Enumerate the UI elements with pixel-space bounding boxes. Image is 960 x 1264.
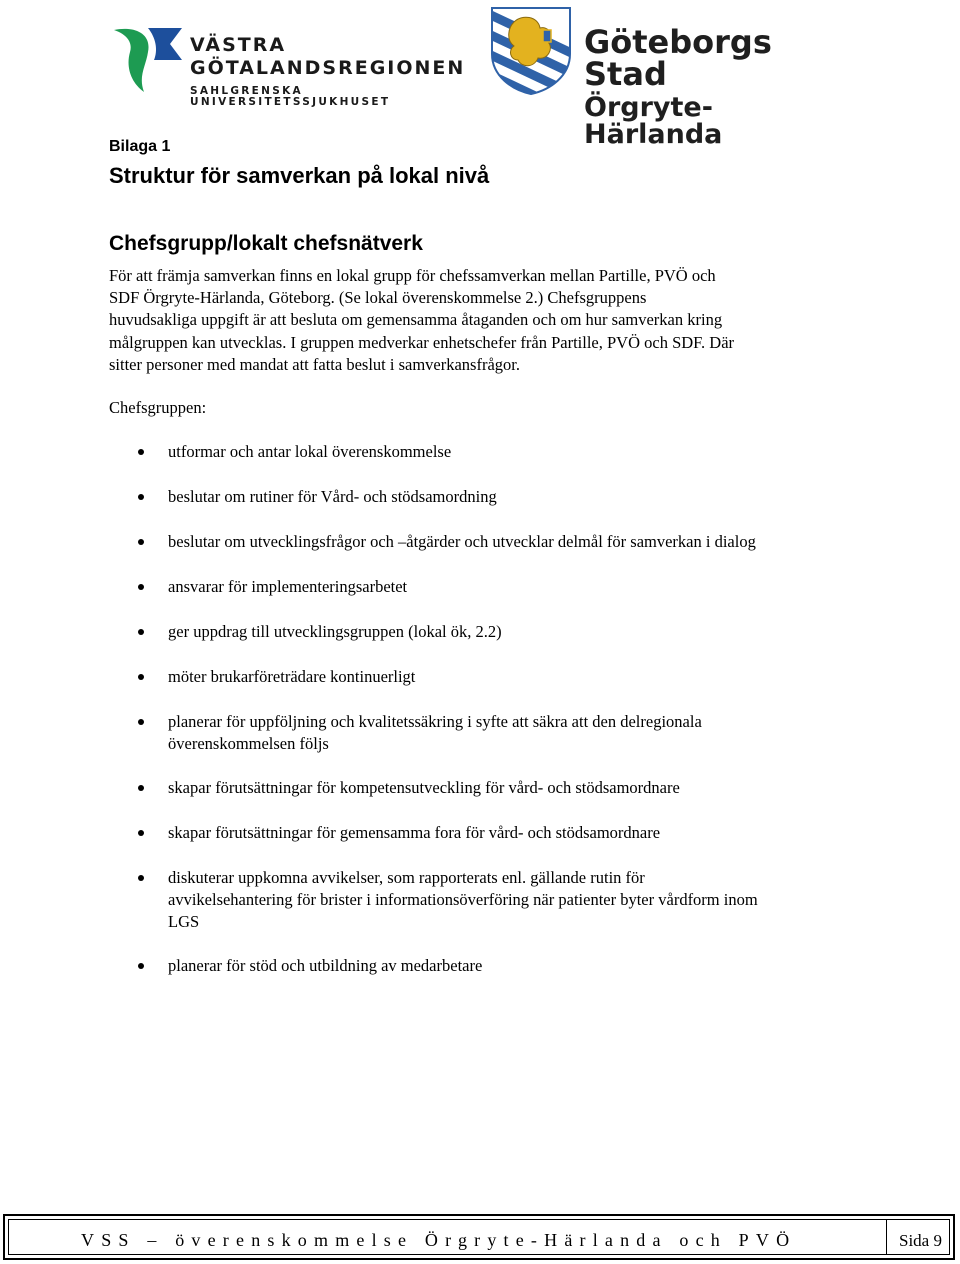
bullet-icon <box>138 963 144 969</box>
intro-line: SDF Örgryte-Härlanda, Göteborg. (Se lokal överenskommelse 2.) Chefsgruppens <box>109 288 647 308</box>
bullet-icon <box>138 629 144 635</box>
goteborg-logo-line2: Örgryte-Härlanda <box>584 92 723 150</box>
intro-line: huvudsakliga uppgift är att besluta om gemensamma åtaganden och om hur samverkan kring <box>109 310 723 330</box>
bullet-icon <box>138 494 144 500</box>
goteborg-logo-line1: Göteborgs Stad <box>584 23 772 93</box>
list-item: beslutar om utvecklingsfrågor och –åtgärder och utvecklar delmål för samverkan i dialog <box>168 531 868 553</box>
bullet-icon <box>138 719 144 725</box>
vgr-logo-line3: SAHLGRENSKA UNIVERSITETSSJUKHUSET <box>190 85 391 108</box>
bullet-icon <box>138 830 144 836</box>
vgr-logo-line2: GÖTALANDSREGIONEN <box>190 57 466 79</box>
bullet-icon <box>138 539 144 545</box>
list-item: planerar för uppföljning och kvalitetssäkring i syfte att säkra att den delregionala överenskommelsen följs <box>168 711 868 755</box>
list-item: planerar för stöd och utbildning av medarbetare <box>168 955 868 977</box>
intro-line: För att främja samverkan finns en lokal grupp för chefssamverkan mellan Partille, PVÖ och <box>109 266 716 285</box>
intro-paragraph <box>109 265 849 376</box>
intro-line: sitter personer med mandat att fatta beslut i samverkansfrågor. <box>109 354 520 374</box>
bullet-icon <box>138 674 144 680</box>
bullet-icon <box>138 785 144 791</box>
section-heading: Chefsgrupp/lokalt chefsnätverk <box>109 232 423 255</box>
footer-divider <box>886 1220 887 1254</box>
vgr-emblem-icon <box>108 22 188 96</box>
list-item: beslutar om rutiner för Vård- och stödsamordning <box>168 486 868 508</box>
list-item: diskuterar uppkomna avvikelser, som rapporterats enl. gällande rutin för avvikelsehantering för brister i informationsöverföring när patienter byter vårdform inom LGS <box>168 867 868 933</box>
list-item: ansvarar för implementeringsarbetet <box>168 576 868 598</box>
list-lead: Chefsgruppen: <box>109 398 207 417</box>
appendix-label: Bilaga 1 <box>109 138 171 155</box>
vgr-logo-line1: VÄSTRA <box>190 34 287 56</box>
page-number: Sida 9 <box>899 1231 942 1250</box>
goteborg-coat-of-arms-icon <box>488 4 574 96</box>
footer-title: VSS – överenskommelse Örgryte-Härlanda och PVÖ <box>81 1230 797 1250</box>
list-item: utformar och antar lokal överenskommelse <box>168 441 868 463</box>
bullet-icon <box>138 875 144 881</box>
list-item: möter brukarföreträdare kontinuerligt <box>168 666 868 688</box>
list-item: skapar förutsättningar för kompetensutveckling för vård- och stödsamordnare <box>168 777 868 799</box>
bullet-icon <box>138 449 144 455</box>
list-item: skapar förutsättningar för gemensamma fora för vård- och stödsamordnare <box>168 822 868 844</box>
page-footer <box>3 1214 955 1260</box>
goteborg-logo <box>488 4 838 150</box>
page-title: Struktur för samverkan på lokal nivå <box>109 163 490 188</box>
vgr-logo <box>108 22 478 108</box>
list-item: ger uppdrag till utvecklingsgruppen (lokal ök, 2.2) <box>168 621 868 643</box>
bullet-icon <box>138 584 144 590</box>
intro-line: målgruppen kan utvecklas. I gruppen medverkar enhetschefer från Partille, PVÖ och SDF. Där <box>109 332 735 352</box>
